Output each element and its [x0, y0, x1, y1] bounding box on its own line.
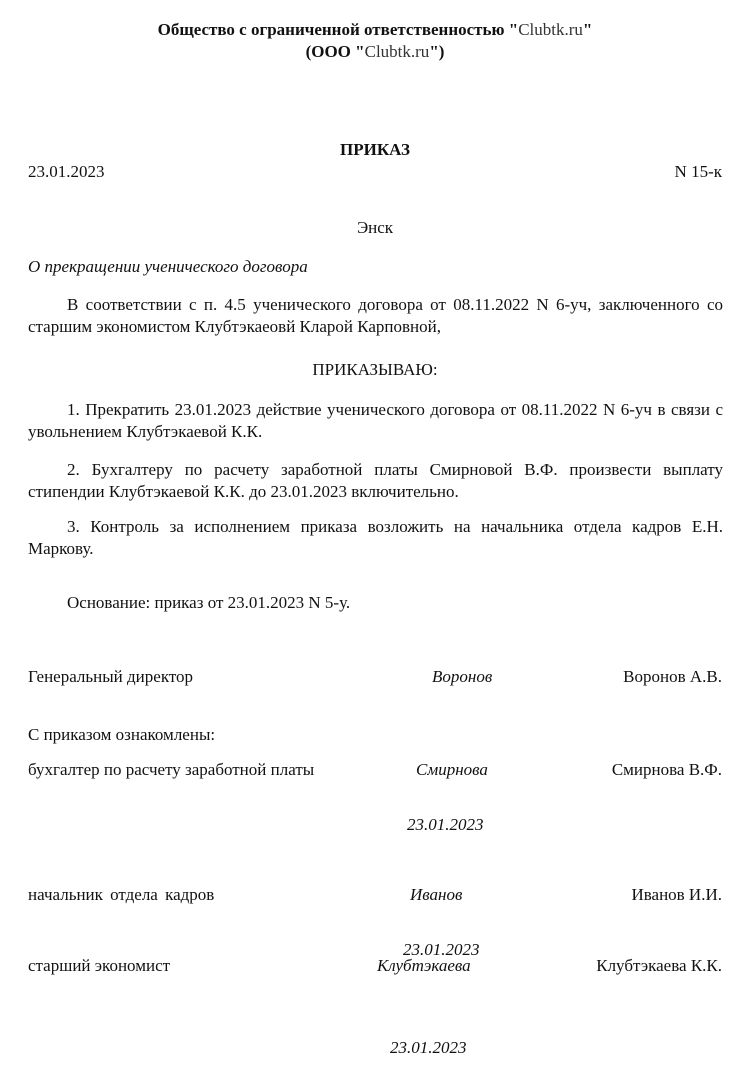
org-brand: Clubtk.ru [518, 20, 583, 39]
org-brand-short: Clubtk.ru [364, 42, 430, 61]
org-short-text: (ООО " [305, 42, 365, 61]
acknowledged-label: С приказом ознакомлены: [28, 725, 216, 744]
signatory-signature: Смирнова [416, 760, 488, 779]
director-position: Генеральный директор [28, 667, 194, 686]
signatory-date: 23.01.2023 [407, 815, 484, 834]
order-subject: О прекращении ученического договора [28, 257, 308, 276]
org-name-text: Общество с ограниченной ответственностью " [157, 20, 519, 39]
order-city: Энск [356, 218, 394, 237]
org-quote: ") [429, 42, 445, 61]
basis: Основание: приказ от 23.01.2023 N 5-у. [67, 593, 351, 612]
org-quote: " [582, 20, 593, 39]
signatory-position: бухгалтер по расчету заработной платы [28, 760, 315, 779]
signatory-signature: Клубтэкаева [377, 956, 471, 975]
signatory-name: Смирнова В.Ф. [611, 760, 722, 779]
signatory-position: начальник отдела кадров [28, 885, 215, 904]
order-item-text: 2. Бухгалтеру по расчету заработной платы Смирновой В.Ф. произвести выплату стипендии Клубтэкаевой К.К. до 23.01.2023 включительно. [28, 460, 723, 501]
director-signature: Воронов [432, 667, 493, 686]
preamble-text: В соответствии с п. 4.5 ученического договора от 08.11.2022 N 6-уч, заключенного со старшим экономистом Клубтэкаеовй Кларой Карповной, [28, 295, 723, 336]
order-item-3 [28, 516, 723, 560]
order-item-1 [28, 399, 723, 443]
order-date: 23.01.2023 [28, 162, 105, 181]
directive: ПРИКАЗЫВАЮ: [312, 360, 438, 379]
signatory-name: Иванов И.И. [631, 885, 722, 904]
signatory-name: Клубтэкаева К.К. [596, 956, 722, 975]
preamble [28, 294, 723, 338]
org-name-line2 [0, 41, 750, 63]
order-item-text: 1. Прекратить 23.01.2023 действие ученического договора от 08.11.2022 N 6-уч в связи с увольнением Клубтэкаевой К.К. [28, 400, 723, 441]
signatory-position: старший экономист [28, 956, 171, 975]
org-name-line1 [0, 19, 750, 41]
signatory-signature: Иванов [410, 885, 463, 904]
order-number: N 15-к [674, 162, 722, 181]
director-name: Воронов А.В. [623, 667, 722, 686]
signatory-date: 23.01.2023 [390, 1038, 467, 1057]
order-item-text: 3. Контроль за исполнением приказа возложить на начальника отдела кадров Е.Н. Маркову. [28, 517, 723, 558]
signatory-date: 23.01.2023 [403, 940, 480, 959]
order-title: ПРИКАЗ [340, 140, 410, 159]
order-item-2 [28, 459, 723, 503]
